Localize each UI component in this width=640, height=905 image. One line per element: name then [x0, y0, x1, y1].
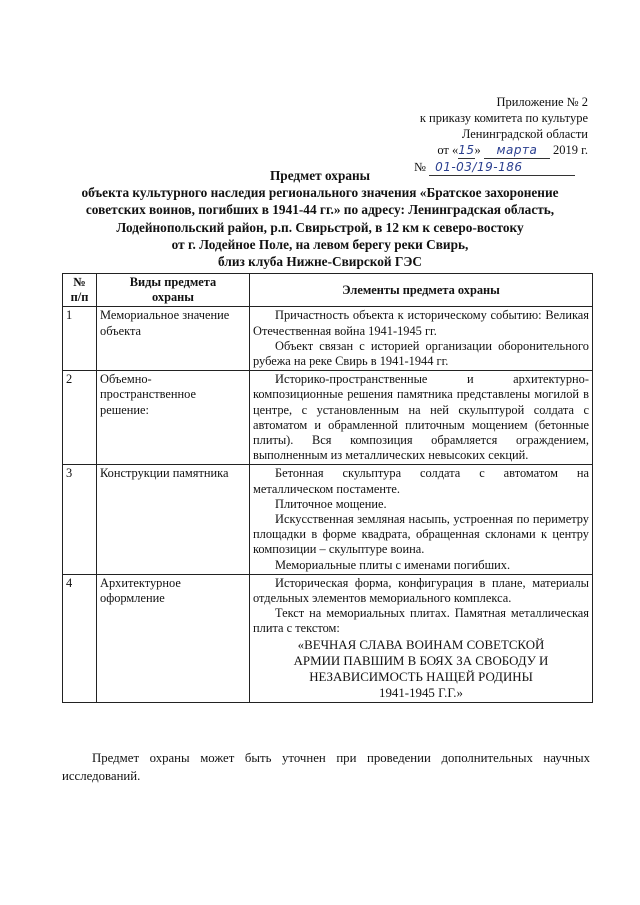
plaque-text-line: НЕЗАВИСИМОСТЬ НАЩЕЙ РОДИНЫ [309, 669, 533, 684]
title-line: близ клуба Нижне-Свирской ГЭС [218, 254, 422, 270]
row-kind: Конструкции памятника [97, 465, 250, 574]
element-paragraph: Историко-пространственные и архитектурно-композиционные решения памятника представлены могилой в центре, с установленным на ней скульптурой солдата с автоматом и обрамленной плиточным мощением (бетонные плиты). Вся композиция обрамляется ограждением, выполненным из металлических невысоких секций. [253, 372, 589, 463]
title-line: Лодейнопольский район, р.п. Свирьстрой, в 12 км к северо-востоку [116, 219, 524, 235]
date-prefix: от « [437, 143, 459, 157]
element-paragraph: Плиточное мощение. [275, 496, 387, 511]
appendix-title: Приложение № 2 [496, 95, 588, 109]
row-kind: Архитектурное оформление [97, 574, 250, 702]
header-elements: Элементы предмета охраны [250, 274, 593, 307]
element-paragraph: Объект связан с историей организации оборонительного рубежа на реке Свирь в 1941-1944 гг. [253, 338, 589, 369]
number-handwritten: 01-03/19-186 [429, 159, 575, 176]
title-line: советских воинов, погибших в 1941-44 гг.» по адресу: Ленинградская область, [85, 202, 555, 218]
date-month-handwritten: марта [484, 142, 550, 159]
element-paragraph: Причастность объекта к историческому событию: Великая Отечественная война 1941-1945 гг. [253, 308, 589, 338]
row-elements [250, 307, 593, 371]
header-kind-line: охраны [152, 290, 194, 305]
date-quote-close: » [474, 143, 481, 157]
appendix-order: к приказу комитета по культуре [419, 111, 588, 125]
document-title [40, 167, 600, 270]
plaque-text-line: АРМИИ ПАВШИМ В БОЯХ ЗА СВОБОДУ И [293, 653, 549, 668]
table-row [63, 371, 593, 465]
element-paragraph: Мемориальные плиты с именами погибших. [275, 557, 511, 572]
title-line: объекта культурного наследия регионального значения «Братское захоронение [81, 185, 559, 201]
row-number: 1 [63, 307, 97, 371]
number-prefix: № [414, 160, 426, 174]
element-paragraph: Историческая форма, конфигурация в плане, материалы отдельных элементов мемориального комплекса. [253, 575, 589, 606]
appendix-block [328, 94, 588, 176]
row-elements [250, 574, 593, 702]
title-line: Предмет охраны [269, 168, 371, 183]
date-year: 2019 г. [553, 143, 588, 157]
row-number: 4 [63, 574, 97, 702]
row-elements [250, 371, 593, 465]
element-paragraph: Бетонная скульптура солдата с автоматом на металлическом постаменте. [253, 466, 589, 496]
table-header-row [63, 274, 593, 307]
table-row [63, 574, 593, 702]
header-num-line: п/п [70, 290, 89, 305]
table-row [63, 465, 593, 574]
header-kind-line: Виды предмета [129, 275, 217, 289]
date-day-handwritten: 15 [458, 143, 475, 157]
header-kind [97, 274, 250, 307]
plaque-text-line: 1941-1945 Г.Г.» [379, 685, 463, 700]
protection-subject-table [62, 273, 593, 703]
row-kind: Мемориальное значение объекта [97, 307, 250, 371]
row-number: 3 [63, 465, 97, 574]
footer-note: Предмет охраны может быть уточнен при проведении дополнительных научных исследований. [62, 751, 590, 783]
order-date [328, 142, 588, 159]
header-num [63, 274, 97, 307]
header-num-line: № [73, 275, 86, 289]
element-paragraph: Текст на мемориальных плитах. Памятная металлическая плита с текстом: [253, 606, 589, 636]
element-paragraph: Искусственная земляная насыпь, устроенная по периметру площадки в форме квадрата, обращенная склонами к центру композиции – скульптуре воина. [253, 512, 589, 557]
row-kind: Объемно-пространственное решение: [97, 371, 250, 465]
appendix-region: Ленинградской области [461, 127, 588, 141]
table-row [63, 307, 593, 371]
plaque-text-line: «ВЕЧНАЯ СЛАВА ВОИНАМ СОВЕТСКОЙ [297, 637, 545, 652]
title-line: от г. Лодейное Поле, на левом берегу реки Свирь, [171, 236, 469, 252]
row-elements [250, 465, 593, 574]
row-number: 2 [63, 371, 97, 465]
